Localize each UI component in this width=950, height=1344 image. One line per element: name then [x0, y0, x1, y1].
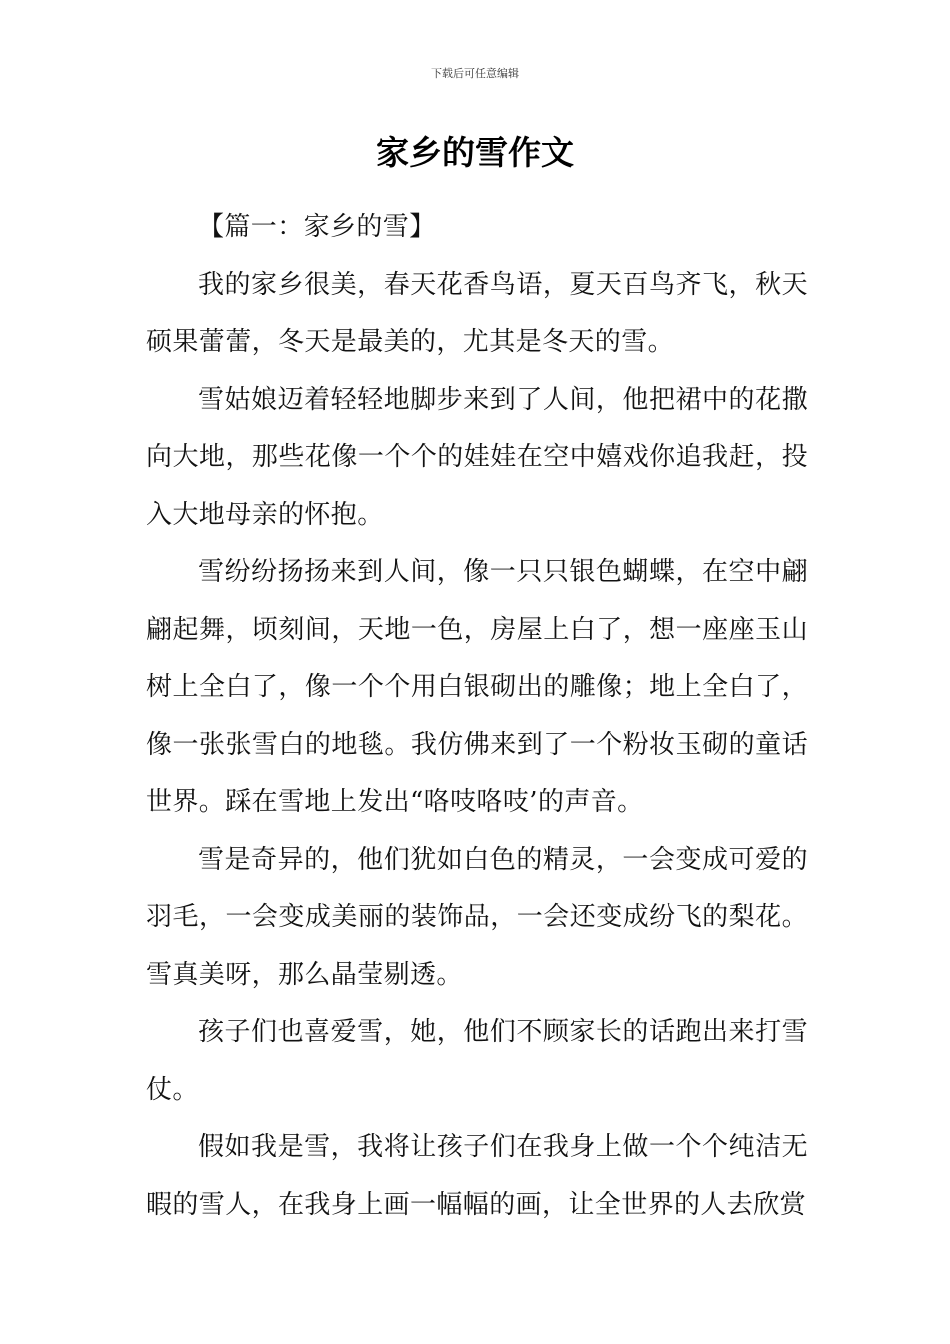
- document-body: [146, 199, 808, 1234]
- header-note: 下载后可任意编辑: [431, 67, 519, 80]
- paragraph: 雪是奇异的，他们犹如白色的精灵，一会变成可爱的羽毛，一会变成美丽的装饰品，一会还变成纷飞的梨花。雪真美呀，那么晶莹剔透。: [146, 844, 808, 990]
- paragraph: 孩子们也喜爱雪，她，他们不顾家长的话跑出来打雪仗。: [146, 1017, 808, 1105]
- paragraph: 我的家乡很美，春天花香鸟语，夏天百鸟齐飞，秋天硕果蕾蕾，冬天是最美的，尤其是冬天的雪。: [146, 269, 808, 357]
- paragraph: 雪姑娘迈着轻轻地脚步来到了人间，他把裙中的花撒向大地，那些花像一个个的娃娃在空中嬉戏你追我赶，投入大地母亲的怀抱。: [146, 384, 808, 530]
- paragraph: 假如我是雪，我将让孩子们在我身上做一个个纯洁无暇的雪人，在我身上画一幅幅的画，让全世界的人去欣赏: [146, 1132, 808, 1220]
- section-heading: 【篇一：家乡的雪】: [198, 212, 436, 242]
- document-title: 家乡的雪作文: [376, 133, 574, 172]
- paragraph: 雪纷纷扬扬来到人间，像一只只银色蝴蝶，在空中翩翩起舞，顷刻间，天地一色，房屋上白了，想一座座玉山树上全白了，像一个个用白银砌出的雕像；地上全白了，像一张张雪白的地毯。我仿佛来到了一个粉妆玉砌的童话世界。踩在雪地上发出“咯吱咯吱’的声音。: [146, 557, 808, 817]
